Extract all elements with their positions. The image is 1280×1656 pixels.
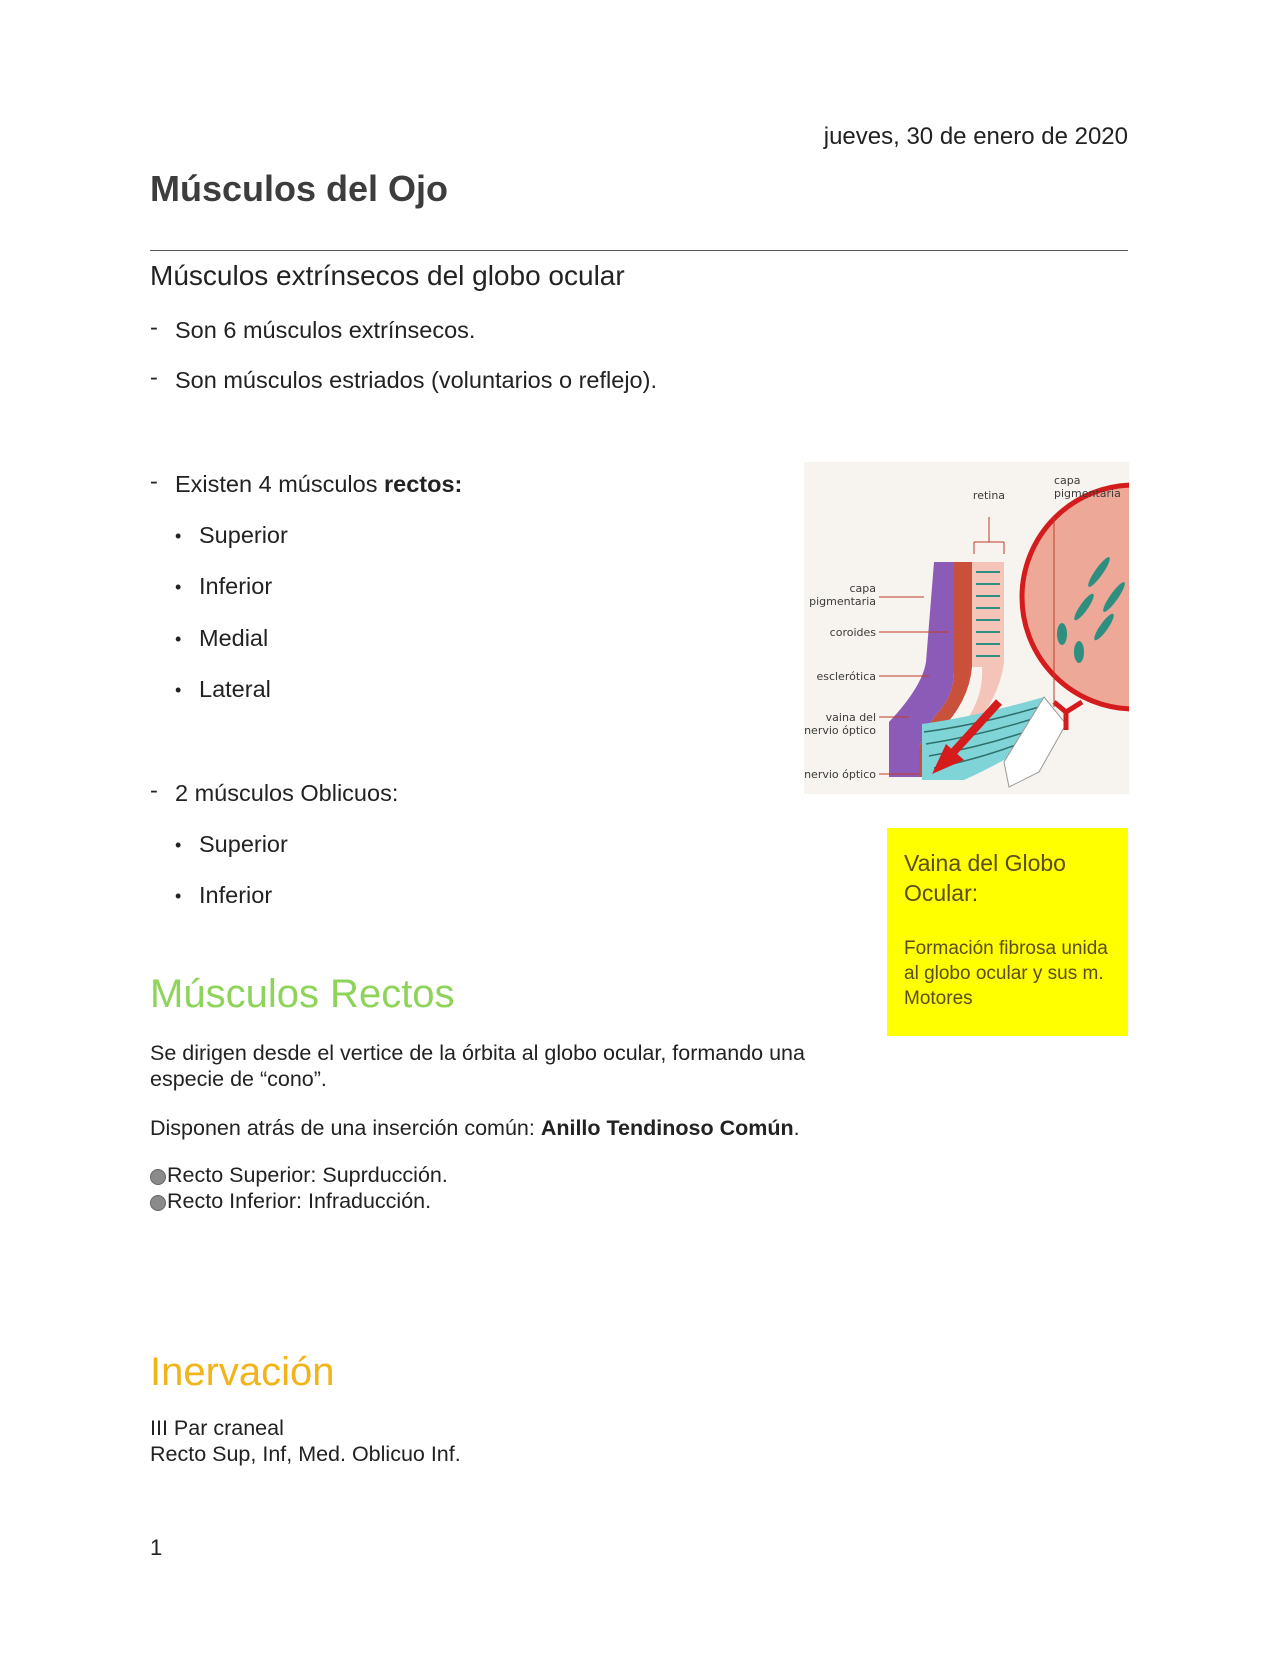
eye-anatomy-figure (804, 462, 1129, 794)
label-esclerotica: esclerótica (816, 670, 876, 683)
label-vaina: vaina del (825, 711, 876, 724)
label-nervio-vaina: nervio óptico (804, 724, 876, 737)
label-capa-top: capa (1054, 474, 1081, 487)
eye-layers-illustration (804, 462, 1129, 794)
label-pigmentaria-left: pigmentaria (809, 595, 876, 608)
rectos-paragraph: Se dirigen desde el vertice de la órbita al globo ocular, formando una especie de “cono”. (150, 1041, 805, 1091)
heading-musculos-rectos: Músculos Rectos (150, 972, 455, 1016)
dash-marker: - (150, 777, 158, 803)
insercion-text: Disponen atrás de una inserción común: (150, 1116, 541, 1140)
label-retina: retina (972, 489, 1006, 502)
list-item-text: Inferior (199, 882, 273, 908)
anillo-bold: Anillo Tendinoso Común (540, 1116, 794, 1140)
note-box (887, 828, 1128, 1036)
list-item-text: Inferior (199, 573, 273, 599)
heading-inervacion: Inervación (150, 1350, 335, 1394)
section-subtitle: Músculos extrínsecos del globo ocular (150, 260, 625, 291)
bullet-dot-icon (150, 1195, 166, 1211)
note-title: Vaina del Globo Ocular: (904, 850, 1066, 906)
page-number: 1 (150, 1535, 163, 1560)
bullet-marker: • (175, 886, 182, 906)
label-nervio-optico: nervio óptico (804, 768, 876, 781)
bullet-marker: • (175, 629, 182, 649)
dash-marker: - (150, 468, 158, 494)
label-coroides: coroides (829, 626, 876, 639)
inervacion-line: III Par craneal (150, 1416, 284, 1440)
label-capa-left: capa (849, 582, 876, 595)
dash-marker: - (150, 314, 158, 340)
bullet-marker: • (175, 526, 182, 546)
title-divider (150, 250, 1128, 251)
oblicuos-intro-text: 2 músculos Oblicuos: (175, 780, 399, 806)
bullet-marker: • (175, 680, 182, 700)
label-pigmentaria-top: pigmentaria (1054, 487, 1121, 500)
bullet-marker: • (175, 577, 182, 597)
rectos-intro-text: Existen 4 músculos (175, 471, 384, 497)
rectos-bold: rectos: (383, 471, 463, 497)
dash-item-text: Son 6 músculos extrínsecos. (175, 317, 476, 343)
dash-marker: - (150, 364, 158, 390)
list-item-text: Recto Inferior: Infraducción. (167, 1189, 432, 1213)
list-item-text: Medial (199, 625, 269, 651)
list-item-text: Recto Superior: Suprducción. (167, 1163, 448, 1187)
page-title: Músculos del Ojo (150, 168, 449, 209)
dash-item-text: Son músculos estriados (voluntarios o reflejo). (175, 367, 657, 393)
list-item-text: Superior (199, 831, 288, 857)
list-item-text: Lateral (199, 676, 271, 702)
list-item-text: Superior (199, 522, 288, 548)
bullet-marker: • (175, 835, 182, 855)
insercion-period: . (793, 1116, 800, 1140)
bullet-dot-icon (150, 1169, 166, 1185)
document-date: jueves, 30 de enero de 2020 (823, 123, 1128, 150)
insercion-paragraph (150, 1115, 910, 1141)
inervacion-line: Recto Sup, Inf, Med. Oblicuo Inf. (150, 1442, 461, 1466)
note-body: Formación fibrosa unida al globo ocular y sus m. Motores (904, 938, 1108, 1009)
